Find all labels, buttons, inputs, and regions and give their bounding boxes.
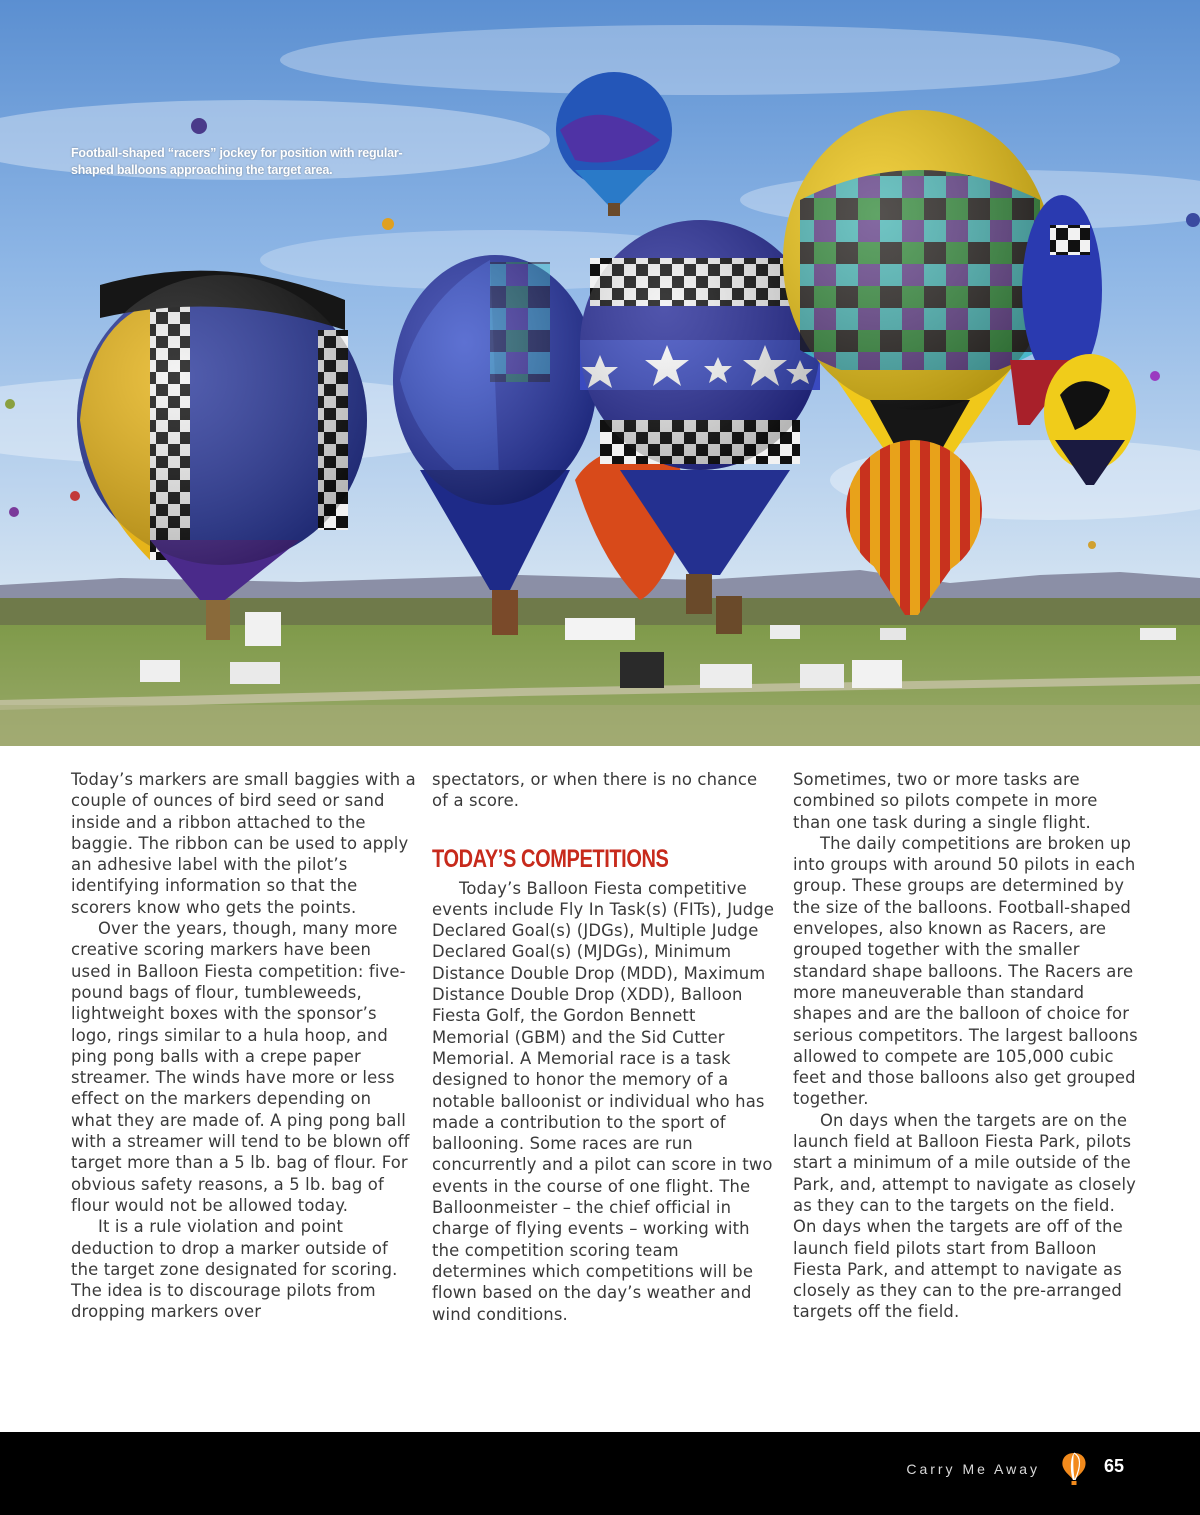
article-column-3: [793, 769, 1138, 1323]
paragraph: Today’s markers are small baggies with a couple of ounces of bird seed or sand inside and a ribbon attached to the baggie. The ribbon can be used to apply an adhesive label with the pilot’s identifying information so that the scorers know who gets the points.: [71, 770, 416, 917]
article-column-1: [71, 769, 416, 1323]
page-footer: [0, 1432, 1200, 1515]
paragraph: Sometimes, two or more tasks are combined so pilots compete in more than one task during a single flight.: [793, 770, 1098, 832]
photo-caption: Football-shaped “racers” jockey for position with regular-shaped balloons approaching the target area.: [71, 146, 403, 177]
paragraph: Over the years, though, many more creative scoring markers have been used in Balloon Fiesta competition: five-pound bags of flour, tumbleweeds, lightweight boxes with the sponsor’s logo, rings similar to a hula hoop, and ping pong balls with a crepe paper streamer. The winds have more or less effect on the markers depending on what they are made of. A ping pong ball with a streamer will tend to be blown off target more than a 5 lb. bag of flour. For obvious safety reasons, a 5 lb. bag of flour would not be allowed today.: [71, 919, 410, 1215]
paragraph: It is a rule violation and point deduction to drop a marker outside of the target zone designated for scoring. The idea is to discourage pilots from dropping markers over: [71, 1217, 398, 1322]
section-heading: TODAY’S COMPETITIONS: [432, 844, 669, 873]
page-number: 65: [1104, 1456, 1125, 1476]
hero-photo: [0, 0, 1200, 746]
paragraph: On days when the targets are on the launch field at Balloon Fiesta Park, pilots start a minimum of a mile outside of the Park, and, attempt to navigate as closely as they can to the targets on the field. On days when the targets are off of the launch field pilots start from Balloon Fiesta Park, and attempt to navigate as closely as they can to the pre-arranged targets off the field.: [793, 1110, 1137, 1322]
balloon-logo-icon: [1060, 1452, 1088, 1490]
paragraph: spectators, or when there is no chance of a score.: [432, 770, 758, 811]
magazine-title: Carry Me Away: [906, 1461, 1040, 1477]
paragraph: Today’s Balloon Fiesta competitive events include Fly In Task(s) (FITs), Judge Declared Goal(s) (JDGs), Multiple Judge Declared Goal(s) (MJDGs), Minimum Distance Double Drop (MDD), Maximum Distance Double Drop (XDD), Balloon Fiesta Golf, the Gordon Bennett Memorial (GBM) and the Sid Cutter Memorial. A Memorial race is a task designed to honor the memory of a notable balloonist or individual who has made a contribution to the sport of ballooning. Some races are run concurrently and a pilot can score in two events in the course of one flight. The Balloonmeister – the chief official in charge of flying events – working with the competition scoring team determines which competitions will be flown based on the day’s weather and wind conditions.: [432, 878, 775, 1324]
article-column-2: [432, 769, 777, 1325]
paragraph: The daily competitions are broken up into groups with around 50 pilots in each group. These groups are determined by the size of the balloons. Football-shaped envelopes, also known as Racers, are grouped together with the smaller standard shape balloons. The Racers are more maneuverable than standard shapes and are the balloon of choice for serious competitors. The largest balloons allowed to compete are 105,000 cubic feet and those balloons also get grouped together.: [793, 833, 1138, 1109]
